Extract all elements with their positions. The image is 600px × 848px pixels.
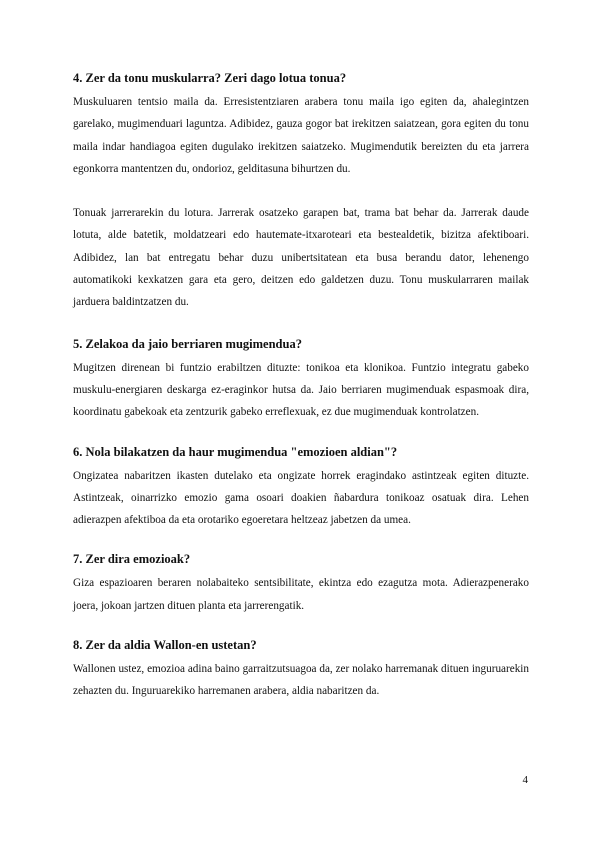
document-page [73,70,529,703]
section-heading: 8. Zer da aldia Wallon-en ustetan? [73,638,257,653]
paragraph: Giza espazioaren beraren nolabaiteko sentsibilitate, ekintza edo ezagutza mota. Adierazpenerako joera, jokoan jartzen dituen planta eta jarrerengatik. [73,577,529,612]
paragraph: Mugitzen direnean bi funtzio erabiltzen dituzte: tonikoa eta klonikoa. Funtzio integratu gabeko muskulu-energiaren deskarga ez-eraginkor hutsa da. Jaio berriaren mugimenduak espasmoak dira, koordinatu gabekoak eta zentzurik gabeko erreflexuak, ez due mugimenduak kontrolatzen. [73,361,529,419]
section-4 [73,70,529,314]
section-7 [73,551,529,617]
section-5 [73,336,529,424]
section-8 [73,637,529,703]
paragraph: Wallonen ustez, emozioa adina baino garraitzutsuagoa da, zer nolako harremanak dituen inguruarekin zehazten du. Inguruarekiko harremanen arabera, aldia nabaritzen da. [73,663,529,698]
section-heading: 5. Zelakoa da jaio berriaren mugimendua? [73,336,302,351]
paragraph: Muskuluaren tentsio maila da. Erresistentziaren arabera tonu maila igo egiten da, ahalegintzen garelako, mugimenduari laguntza. Adibidez, gauza gogor bat irekitzen saiatzean, gora egiten du tonu maila indar handiagoa egiten dugulako irekitzen saiatzeko. Mugimendutik bereizten du eta jarrera egonkorra mantentzen du, ondorioz, gelditasuna bihurtzen du. [73,96,529,175]
section-heading: 7. Zer dira emozioak? [73,552,191,567]
paragraph: Ongizatea nabaritzen ikasten dutelako eta ongizate horrek eragindako astintzeak egiten dituzte. Astintzeak, oinarrizko emozio gama osoari doakien ñabardura tonikoaz osatuak dira. Lehen adierazpen afektiboa da eta orotariko egoeretara heltzeaz jabetzen da umea. [73,469,529,527]
section-6 [73,444,529,532]
section-heading: 4. Zer da tonu muskularra? Zeri dago lotua tonua? [73,71,347,85]
paragraph: Tonuak jarrerarekin du lotura. Jarrerak osatzeko garapen bat, trama bat behar da. Jarrerak daude lotuta, alde batetik, moldatzeari edo hautemate-itxaroteari eta bestealdetik, bizitza afektiboari. Adibidez, lan bat entregatu behar duzu unibertsitatean eta busa berandu dator, lehenengo automatikoki kexkatzen gara eta gero, deitzen edo galdetzen duzu. Tonu muskularraren mailak jarduera baldintzatzen du. [73,207,529,309]
section-heading: 6. Nola bilakatzen da haur mugimendua "emozioen aldian"? [73,444,398,459]
page-number: 4 [522,774,528,786]
